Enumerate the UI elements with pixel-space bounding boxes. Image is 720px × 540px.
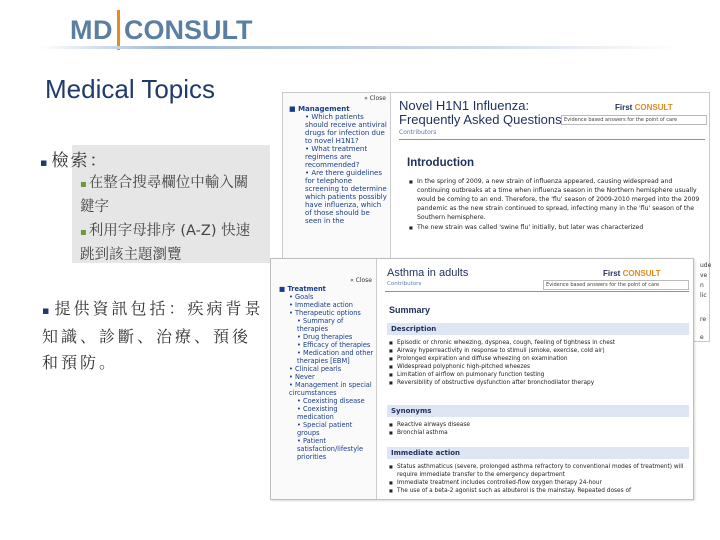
tree-subitem[interactable]: • Drug therapies xyxy=(297,333,353,341)
topic-nav-panel xyxy=(271,259,377,500)
badge-consult-text: CONSULT xyxy=(634,103,673,112)
badge-tagline: Evidence based answers for the point of care xyxy=(561,115,707,125)
bullet-info-text: 提供資訊包括：疾病背景知識、診斷、治療、預後和預防。 xyxy=(42,299,264,372)
summary-heading: Summary xyxy=(389,305,431,315)
contributors-link[interactable]: Contributors xyxy=(399,129,437,136)
tree-item[interactable]: • Are there guidelines for telephone screening to determine which patients possibly have influenza, which of those should be seen in the xyxy=(305,169,387,225)
introduction-body xyxy=(409,177,701,233)
badge-consult-text: CONSULT xyxy=(622,269,661,278)
list-item: ■ Widespread polyphonic high-pitched wheezes xyxy=(389,363,689,371)
bullet-marker-icon: ▪ xyxy=(40,156,50,169)
tree-item[interactable]: • Immediate action xyxy=(289,301,353,309)
logo-md-text: MD xyxy=(70,14,113,45)
tree-item[interactable]: • Management in special circumstances xyxy=(289,381,372,397)
tree-subitem[interactable]: • Special patient groups xyxy=(297,421,353,437)
intro-paragraph: ■ In the spring of 2009, a new strain of influenza appeared, causing widespread and continuing outbreaks at a time when influenza season in the Northern hemisphere usually would be coming to an end. Therefore, the 'flu' season of 2009-2010 merged into the 2009 pandemic as the new strain continued to spread, infecting many in the 'flu' season of the Southern hemisphere. xyxy=(409,177,701,222)
close-nav-link[interactable]: « Close xyxy=(364,95,386,102)
list-item: ■ Status asthmaticus (severe, prolonged asthma refractory to conventional modes of treatment) will require immediate transfer to the emergency department xyxy=(389,463,689,479)
list-item: ■ Immediate treatment includes controlled-flow oxygen therapy 24-hour xyxy=(389,479,689,487)
description-list xyxy=(389,339,689,387)
tree-subitem[interactable]: • Efficacy of therapies xyxy=(297,341,371,349)
intro-paragraph: ■ The new strain was called 'swine flu' initially, but later was characterized xyxy=(409,223,701,232)
tree-item[interactable]: • Therapeutic options xyxy=(289,309,361,317)
immediate-action-list xyxy=(389,463,689,495)
first-consult-badge xyxy=(603,269,661,278)
immediate-action-header: Immediate action xyxy=(387,447,689,459)
tree-item[interactable]: • What treatment regimens are recommended? xyxy=(305,145,368,169)
close-nav-link[interactable]: « Close xyxy=(350,277,372,284)
synonyms-header: Synonyms xyxy=(387,405,689,417)
article-panel xyxy=(379,259,694,500)
tree-heading-management[interactable]: ■ Management xyxy=(289,105,350,113)
slide-title: Medical Topics xyxy=(45,74,216,104)
bullet-search-text: 檢索： xyxy=(51,151,109,171)
badge-first-text: First xyxy=(615,103,633,112)
list-item: ■ Prolonged expiration and diffuse wheezing on examination xyxy=(389,355,689,363)
logo-divider xyxy=(117,10,120,50)
header-rule xyxy=(40,46,680,49)
synonyms-list xyxy=(389,421,689,437)
tree-item[interactable]: • Clinical pearls xyxy=(289,365,342,373)
sub-bullet-alphabet xyxy=(80,220,262,266)
list-item: ■ The use of a beta-2 agonist such as albuterol is the mainstay. Repeated doses of xyxy=(389,487,689,495)
clipped-text: re xyxy=(700,316,707,323)
tree-item-treatment[interactable]: ■ Treatment xyxy=(279,285,326,293)
sub-bullet-marker-icon: ▪ xyxy=(80,227,87,238)
contributors-link[interactable]: Contributors xyxy=(387,281,422,287)
sub-bullet-marker-icon: ▪ xyxy=(80,179,87,190)
description-header: Description xyxy=(387,323,689,335)
topic-tree xyxy=(289,105,387,225)
first-consult-badge xyxy=(615,103,673,112)
title-divider xyxy=(399,139,705,140)
screenshot-asthma-in-adults xyxy=(270,258,694,500)
introduction-heading: Introduction xyxy=(407,157,475,169)
sub-bullet-keyword xyxy=(80,172,262,218)
bullet-search xyxy=(40,146,108,171)
sub-bullet-alphabet-text: 利用字母排序 (A-Z) 快速跳到該主題瀏覽 xyxy=(80,223,251,263)
badge-tagline: Evidence based answers for the point of care xyxy=(543,280,689,290)
article-title: Novel H1N1 Influenza: Frequently Asked Questions xyxy=(399,98,562,127)
tree-item[interactable]: • Which patients should receive antiviral drugs for infection due to novel H1N1? xyxy=(305,113,387,145)
bullet-marker-icon: ▪ xyxy=(42,304,53,317)
list-item: ■ Airway hyperreactivity in response to stimuli (smoke, exercise, cold air) xyxy=(389,347,689,355)
clipped-text: n xyxy=(700,282,704,289)
list-item: ■ Episodic or chronic wheezing, dyspnea, cough, feeling of tightness in chest xyxy=(389,339,689,347)
clipped-text: ude xyxy=(700,262,712,269)
clipped-text: lic xyxy=(700,292,707,299)
logo-consult-text: CONSULT xyxy=(124,14,253,45)
list-item: ■ Reversibility of obstructive dysfunction after bronchodilator therapy xyxy=(389,379,689,387)
tree-subitem[interactable]: • Patient satisfaction/lifestyle priorities xyxy=(297,437,364,461)
list-item: ■ Bronchial asthma xyxy=(389,429,689,437)
title-divider xyxy=(385,291,689,292)
clipped-text: ve xyxy=(700,272,708,279)
list-item: ■ Reactive airways disease xyxy=(389,421,689,429)
tree-subitem[interactable]: • Medication and other therapies [EBM] xyxy=(297,349,374,365)
list-item: ■ Limitation of airflow on pulmonary function testing xyxy=(389,371,689,379)
tree-item[interactable]: • Never xyxy=(289,373,315,381)
badge-first-text: First xyxy=(603,269,621,278)
tree-item[interactable]: • Goals xyxy=(289,293,314,301)
tree-subitem[interactable]: • Coexisting medication xyxy=(297,405,338,421)
article-title: Asthma in adults xyxy=(387,267,469,279)
tree-subitem[interactable]: • Summary of therapies xyxy=(297,317,344,333)
clipped-text: e xyxy=(700,334,704,341)
bullet-info xyxy=(42,296,267,376)
tree-subitem[interactable]: • Coexisting disease xyxy=(297,397,365,405)
topic-tree xyxy=(279,285,375,461)
sub-bullet-keyword-text: 在整合搜尋欄位中輸入關鍵字 xyxy=(80,175,249,215)
